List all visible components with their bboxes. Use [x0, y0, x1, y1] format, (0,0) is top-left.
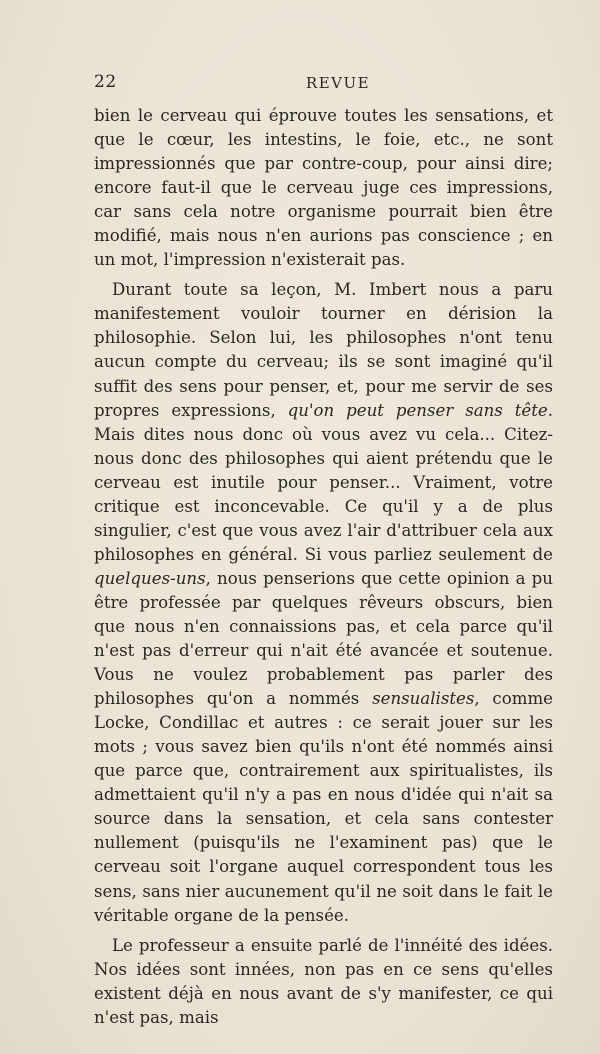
page-number: 22 — [94, 72, 117, 92]
text-segment: , nous penserions que cette opinion a pu être professée par quelques rêveurs obscurs, bien que nous n'en connaissions pas, et cela parce qu'il n'est pas d'erreur qui n'ait été avancée et soutenue. Vous ne voulez probablement pas parler des philosophes qu'on a nommés — [94, 568, 553, 709]
paragraph-imbert-critique — [94, 278, 553, 927]
italic-phrase: qu'on peut penser sans tête — [287, 400, 548, 420]
body-text — [94, 104, 553, 1030]
text-segment: Durant toute sa leçon, M. Imbert nous a paru manifestement vouloir tourner en dérision la philosophie. Selon lui, les philosophes n'ont tenu aucun compte du cerveau; ils se sont imaginé qu'il suffit des sens pour penser, et, pour me servir de ses propres expressions, — [94, 280, 553, 420]
running-title: REVUE — [305, 74, 371, 92]
paragraph-innate-ideas — [94, 934, 553, 1030]
text-segment: Le professeur a ensuite parlé de l'innéité des idées. Nos idées sont innées, non pas en ce sens qu'elles existent déjà en nous avant de s'y manifester, ce qui n'est pas, mais — [94, 935, 553, 1027]
italic-phrase: sensualistes — [372, 689, 475, 709]
italic-phrase: quelques-uns — [94, 568, 206, 588]
text-segment: bien le cerveau qui éprouve toutes les sensations, et que le cœur, les intestins, le foie, etc., ne sont impressionnés que par contre-coup, pour ainsi dire; encore faut-il que le cerveau juge ces impressions, car sans cela notre organisme pourrait bien être modifié, mais nous n'en aurions pas conscience ; en un mot, l'impression n'existerait pas. — [94, 106, 553, 270]
page-header — [94, 72, 552, 94]
paragraph-continuation — [94, 104, 553, 272]
text-segment: , comme Locke, Condillac et autres : ce serait jouer sur les mots ; vous savez bien qu'ils n'ont été nommés ainsi que parce que, contrairement aux spiritualistes, ils admettaient qu'il n'y a pas en nous d'idée qui n'ait sa source dans la sensation, et cela sans contester nullement (puisqu'ils ne l'examinent pas) que le cerveau soit l'organe auquel correspondent tous les sens, sans nier aucunement qu'il ne soit dans le fait le véritable organe de la pensée. — [94, 689, 554, 925]
text-segment: . Mais dites nous donc où vous avez vu cela... Citez-nous donc des philosophes qui aient prétendu que le cerveau est inutile pour penser... Vraiment, votre critique est inconcevable. Ce qu'il y a de plus singulier, c'est que vous avez l'air d'attribuer cela aux philosophes en général. Si vous parliez seulement de — [94, 400, 553, 564]
